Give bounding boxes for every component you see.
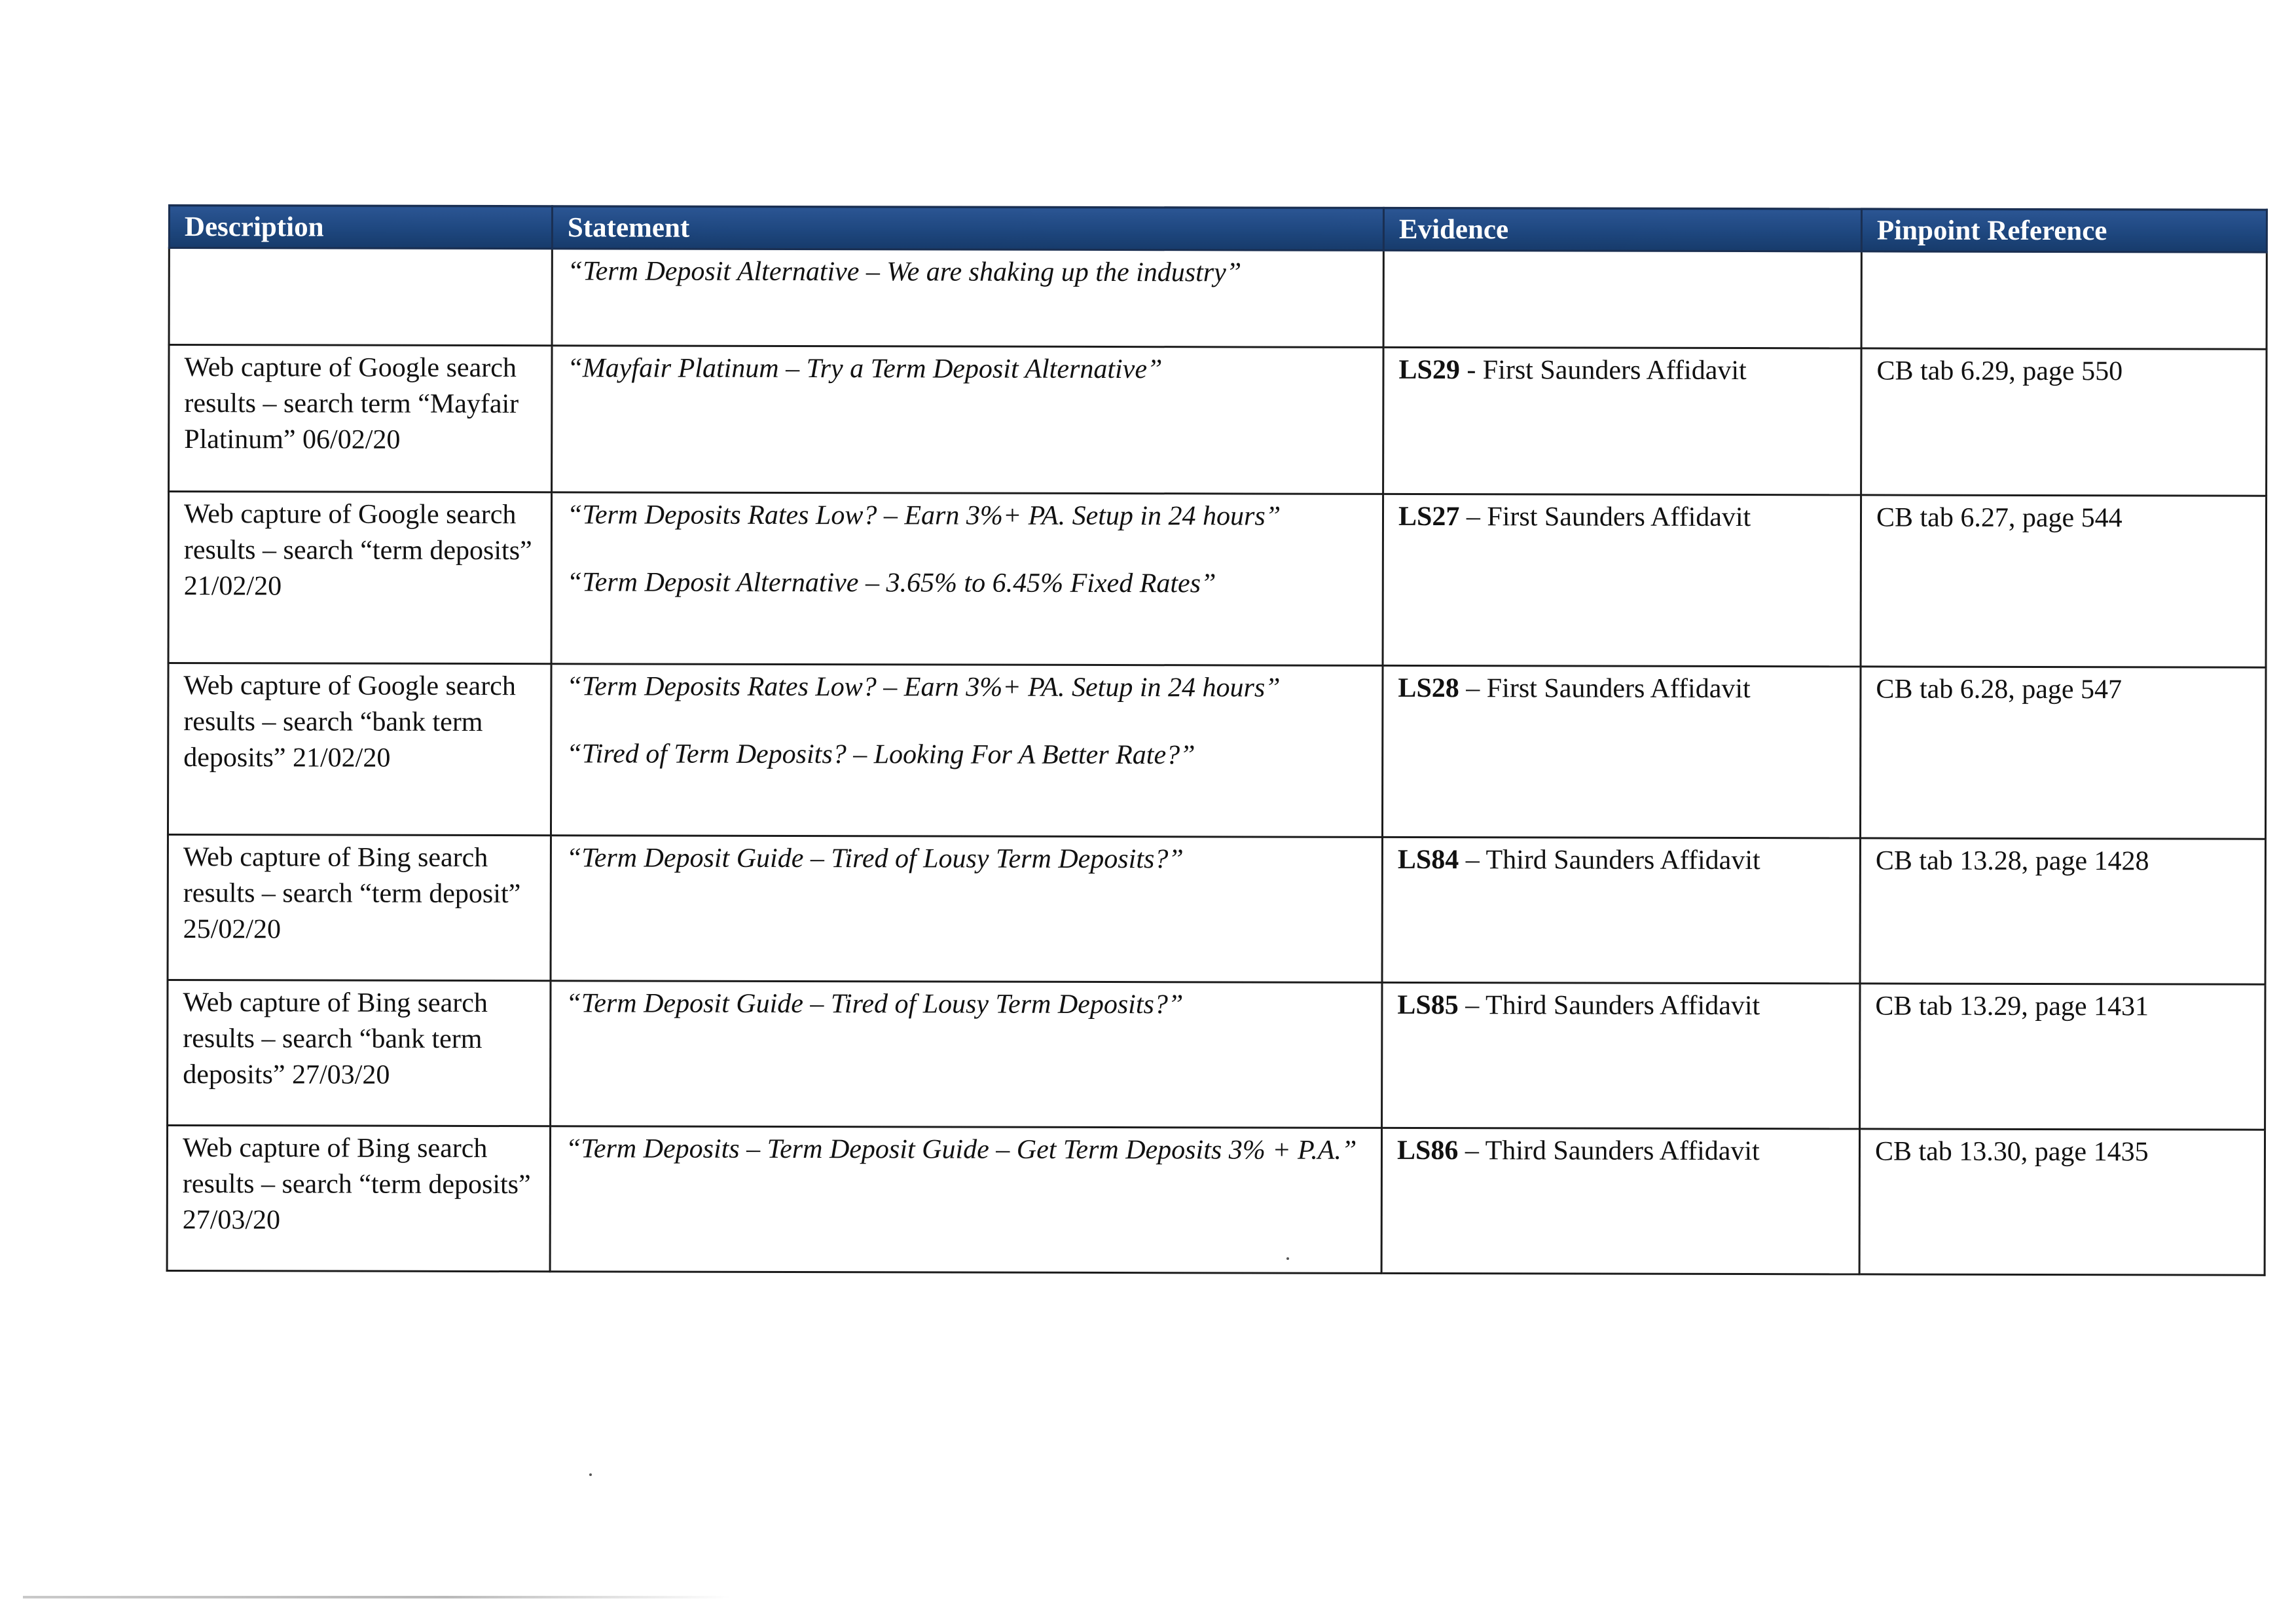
- table-row: [168, 980, 2265, 1130]
- reference-cell: CB tab 13.29, page 1431: [1860, 984, 2265, 1130]
- table-row: [168, 835, 2265, 985]
- evidence-source: – First Saunders Affidavit: [1459, 673, 1751, 705]
- evidence-cell: [1383, 494, 1861, 667]
- statement-cell: [551, 981, 1382, 1128]
- statement-text: “Term Deposit Alternative – We are shaking up the industry”: [567, 256, 1242, 288]
- evidence-code: LS29: [1398, 354, 1460, 386]
- scan-edge-line: [23, 1596, 730, 1598]
- evidence-source: – Third Saunders Affidavit: [1458, 990, 1760, 1022]
- scan-speck: [589, 1473, 592, 1476]
- statement-text: “Mayfair Platinum – Try a Term Deposit Alternative”: [567, 353, 1163, 385]
- table-row: [169, 345, 2267, 496]
- header-evidence: Evidence: [1383, 208, 1861, 251]
- evidence-cell: [1381, 1128, 1859, 1274]
- reference-cell: CB tab 13.30, page 1435: [1859, 1129, 2265, 1275]
- statement-cell: [551, 836, 1382, 983]
- description-cell: Web capture of Google search results – search “term deposits” 21/02/20: [168, 492, 552, 664]
- description-cell: Web capture of Bing search results – search “term deposits” 27/03/20: [167, 1126, 550, 1272]
- description-cell: Web capture of Google search results – search “bank term deposits” 21/02/20: [168, 663, 551, 836]
- evidence-cell: [1382, 982, 1860, 1129]
- header-row: [169, 206, 2267, 253]
- evidence-cell: [1383, 347, 1861, 495]
- reference-cell: CB tab 6.29, page 550: [1861, 348, 2267, 496]
- table-row: [168, 492, 2267, 668]
- reference-cell: CB tab 6.27, page 544: [1861, 495, 2267, 667]
- evidence-cell: [1382, 665, 1861, 838]
- header-pinpoint-reference: Pinpoint Reference: [1861, 209, 2267, 252]
- evidence-code: LS86: [1396, 1135, 1459, 1166]
- evidence-source: – Third Saunders Affidavit: [1459, 845, 1760, 876]
- table-header: [169, 206, 2267, 253]
- evidence-cell: [1383, 250, 1861, 348]
- description-cell: Web capture of Bing search results – search “bank term deposits” 27/03/20: [168, 980, 551, 1126]
- reference-cell: [1861, 251, 2267, 349]
- statement-text: “Term Deposits – Term Deposit Guide – Get Term Deposits 3% + P.A.”: [565, 1134, 1357, 1166]
- statement-cell: [552, 346, 1383, 494]
- evidence-source: – First Saunders Affidavit: [1459, 502, 1751, 533]
- scan-speck: [1286, 1257, 1289, 1260]
- evidence-source: – Third Saunders Affidavit: [1458, 1135, 1760, 1167]
- statement-text: “Term Deposits Rates Low? – Earn 3%+ PA. Setup in 24 hours”: [566, 500, 1281, 532]
- table-row: [168, 663, 2266, 840]
- header-statement: Statement: [552, 206, 1383, 251]
- reference-cell: CB tab 13.28, page 1428: [1860, 838, 2265, 984]
- statement-text: “Term Deposit Alternative – 3.65% to 6.45% Fixed Rates”: [566, 567, 1216, 599]
- description-cell: Web capture of Bing search results – search “term deposit” 25/02/20: [168, 835, 551, 981]
- header-description: Description: [169, 206, 552, 249]
- statement-text: “Term Deposit Guide – Tired of Lousy Term Deposits?”: [566, 843, 1184, 875]
- evidence-code: LS27: [1398, 501, 1460, 532]
- description-cell: Web capture of Google search results – search term “Mayfair Platinum” 06/02/20: [169, 345, 552, 492]
- evidence-source: - First Saunders Affidavit: [1459, 355, 1747, 386]
- statement-cell: [551, 664, 1383, 838]
- table-row: [167, 1126, 2265, 1276]
- description-cell: [169, 248, 552, 346]
- reference-cell: CB tab 6.28, page 547: [1860, 667, 2266, 839]
- statement-cell: [551, 492, 1383, 666]
- statement-text: “Term Deposit Guide – Tired of Lousy Term Deposits?”: [566, 988, 1184, 1020]
- statement-text: “Term Deposits Rates Low? – Earn 3%+ PA. Setup in 24 hours”: [566, 671, 1281, 703]
- evidence-code: LS28: [1398, 673, 1459, 704]
- table-row: [169, 248, 2267, 350]
- statement-text: “Tired of Term Deposits? – Looking For A Better Rate?”: [566, 739, 1195, 771]
- statement-cell: [552, 249, 1383, 348]
- evidence-cell: [1382, 837, 1860, 984]
- evidence-code: LS85: [1397, 989, 1459, 1021]
- evidence-table: [166, 204, 2268, 1276]
- evidence-code: LS84: [1397, 844, 1459, 876]
- table-body: [167, 248, 2267, 1276]
- statement-cell: [550, 1126, 1381, 1274]
